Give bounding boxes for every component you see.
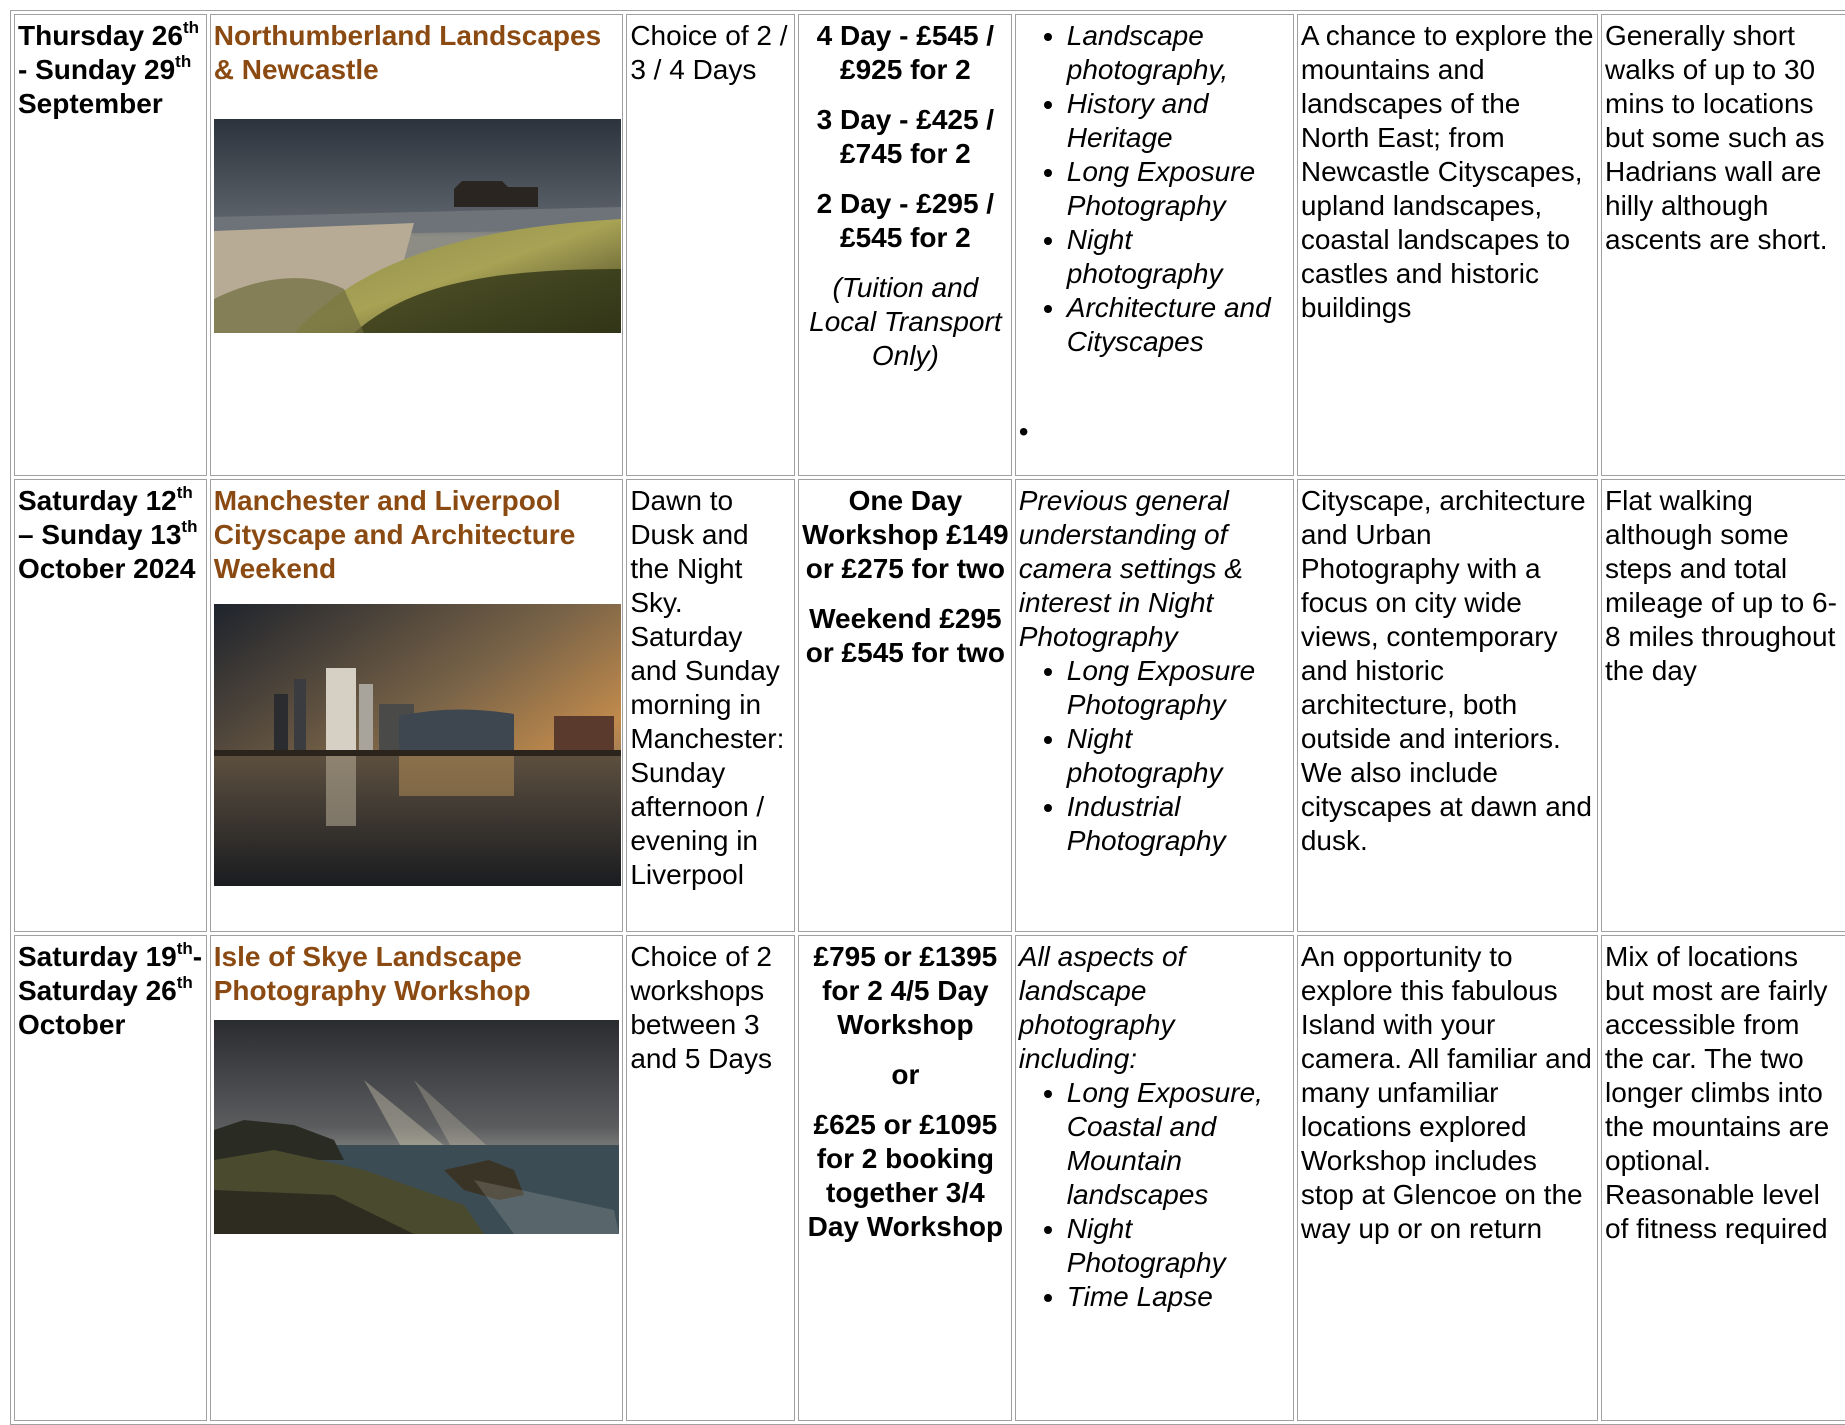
description-cell: Cityscape, architecture and Urban Photography with a focus on city wide views, contemporary and historic architecture, both outside and interiors. We also include cityscapes at dawn and dusk.	[1297, 479, 1598, 932]
table-row	[14, 935, 1845, 1421]
duration-cell: Choice of 2 workshops between 3 and 5 Days	[626, 935, 795, 1421]
table-row	[14, 479, 1845, 932]
list-item: • Time Lapse	[1067, 1280, 1291, 1314]
list-item: • Long Exposure Photography	[1067, 155, 1291, 223]
date-cell: Thursday 26th - Sunday 29th September	[14, 14, 207, 476]
description-cell: A chance to explore the mountains and landscapes of the North East; from Newcastle Cityscapes, upland landscapes, coastal landscapes to castles and historic buildings	[1297, 14, 1598, 476]
price-option: 3 Day - £425 / £745 for 2	[816, 104, 995, 169]
workshop-schedule-table	[10, 10, 1845, 1425]
list-item: • Landscape photography,	[1067, 19, 1291, 87]
list-item: • Long Exposure Photography	[1067, 654, 1291, 722]
list-item: • Night photography	[1067, 223, 1291, 291]
topics-list	[1019, 654, 1291, 858]
date-cell: Saturday 19th- Saturday 26th October	[14, 935, 207, 1421]
list-item: • Long Exposure, Coastal and Mountain landscapes	[1067, 1076, 1291, 1212]
fitness-cell: Mix of locations but most are fairly accessible from the car. The two longer climbs into the mountains are optional. Reasonable level of fitness required	[1601, 935, 1845, 1421]
workshop-title[interactable]: Manchester and Liverpool Cityscape and Architecture Weekend	[213, 485, 576, 584]
workshop-title[interactable]: Isle of Skye Landscape Photography Workshop	[213, 941, 531, 1006]
list-item: • Architecture and Cityscapes	[1067, 291, 1291, 359]
fitness-cell: Generally short walks of up to 30 mins to locations but some such as Hadrians wall are hilly although ascents are short.	[1601, 14, 1845, 476]
table-row	[14, 14, 1845, 476]
fitness-cell: Flat walking although some steps and total mileage of up to 6-8 miles throughout the day	[1601, 479, 1845, 932]
topics-cell	[1015, 935, 1294, 1421]
price-option: 4 Day - £545 / £925 for 2	[816, 20, 995, 85]
empty-bullet	[1019, 415, 1291, 449]
workshop-title[interactable]: Northumberland Landscapes & Newcastle	[213, 20, 602, 85]
topics-intro: All aspects of landscape photography including:	[1018, 941, 1186, 1074]
price-option: One Day Workshop £149 or £275 for two	[802, 485, 1009, 584]
description-cell: An opportunity to explore this fabulous Island with your camera. All familiar and many unfamiliar locations explored Workshop includes stop at Glencoe on the way up or on return	[1297, 935, 1598, 1421]
workshop-cell	[210, 935, 624, 1421]
price-cell	[798, 14, 1012, 476]
list-item: • Night Photography	[1067, 1212, 1291, 1280]
isle-of-skye-photo	[214, 1020, 619, 1234]
price-option: 2 Day - £295 / £545 for 2	[816, 188, 995, 253]
topics-intro: Previous general understanding of camera settings & interest in Night Photography	[1018, 485, 1243, 652]
price-cell	[798, 479, 1012, 932]
topics-cell	[1015, 479, 1294, 932]
price-option: £795 or £1395 for 2 4/5 Day Workshop	[813, 941, 998, 1040]
list-item: • Industrial Photography	[1067, 790, 1291, 858]
northumberland-castle-photo	[214, 119, 621, 333]
manchester-cityscape-photo	[214, 604, 621, 886]
workshop-cell	[210, 479, 624, 932]
price-option: Weekend £295 or £545 for two	[805, 603, 1005, 668]
list-item: • Night photography	[1067, 722, 1291, 790]
topics-list	[1019, 19, 1291, 359]
date-cell: Saturday 12th – Sunday 13th October 2024	[14, 479, 207, 932]
topics-list	[1019, 1076, 1291, 1314]
topics-cell	[1015, 14, 1294, 476]
list-item: • History and Heritage	[1067, 87, 1291, 155]
workshop-cell	[210, 14, 624, 476]
price-note: (Tuition and Local Transport Only)	[809, 272, 1002, 371]
price-option: £625 or £1095 for 2 booking together 3/4 Day Workshop	[807, 1109, 1004, 1242]
duration-cell: Choice of 2 / 3 / 4 Days	[626, 14, 795, 476]
duration-cell: Dawn to Dusk and the Night Sky. Saturday and Sunday morning in Manchester: Sunday afternoon / evening in Liverpool	[626, 479, 795, 932]
price-option: or	[891, 1059, 920, 1090]
price-cell	[798, 935, 1012, 1421]
